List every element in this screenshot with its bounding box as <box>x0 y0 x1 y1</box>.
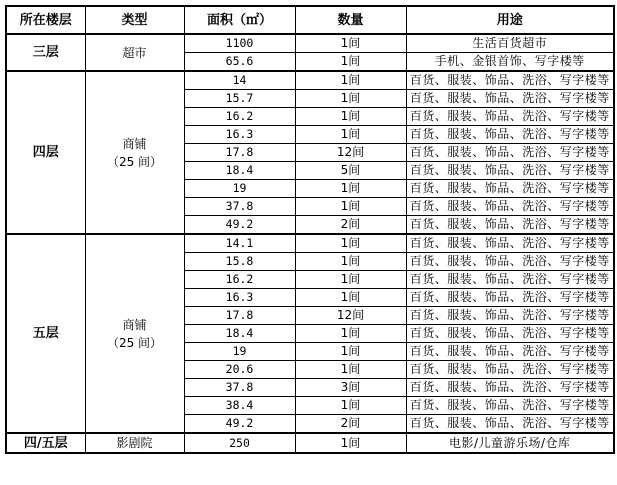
usage-cell: 百货、服装、饰品、洗浴、写字楼等 <box>406 216 614 235</box>
floor-cell: 四层 <box>6 71 85 234</box>
type-label-line: 超市 <box>122 45 147 60</box>
header-quantity: 数量 <box>295 6 406 34</box>
area-cell: 16.3 <box>184 289 295 307</box>
quantity-cell: 1间 <box>295 53 406 72</box>
area-cell: 19 <box>184 180 295 198</box>
area-cell: 65.6 <box>184 53 295 72</box>
quantity-cell: 1间 <box>295 343 406 361</box>
usage-cell: 百货、服装、饰品、洗浴、写字楼等 <box>406 253 614 271</box>
floor-space-table <box>5 5 615 454</box>
usage-cell: 百货、服装、饰品、洗浴、写字楼等 <box>406 343 614 361</box>
usage-cell: 百货、服装、饰品、洗浴、写字楼等 <box>406 361 614 379</box>
type-label-line: 商铺 <box>122 317 147 332</box>
usage-cell: 百货、服装、饰品、洗浴、写字楼等 <box>406 108 614 126</box>
floor-cell: 三层 <box>6 34 85 71</box>
header-usage: 用途 <box>406 6 614 34</box>
usage-cell: 百货、服装、饰品、洗浴、写字楼等 <box>406 415 614 434</box>
quantity-cell: 3间 <box>295 379 406 397</box>
quantity-cell: 1间 <box>295 433 406 453</box>
quantity-cell: 1间 <box>295 234 406 253</box>
table-row <box>6 234 614 253</box>
type-cell <box>85 71 184 234</box>
type-cell <box>85 433 184 453</box>
quantity-cell: 1间 <box>295 34 406 53</box>
quantity-cell: 1间 <box>295 108 406 126</box>
usage-cell: 百货、服装、饰品、洗浴、写字楼等 <box>406 271 614 289</box>
usage-cell: 百货、服装、饰品、洗浴、写字楼等 <box>406 289 614 307</box>
area-cell: 15.7 <box>184 90 295 108</box>
quantity-cell: 1间 <box>295 397 406 415</box>
table-row <box>6 433 614 453</box>
usage-cell: 百货、服装、饰品、洗浴、写字楼等 <box>406 234 614 253</box>
header-area: 面积（㎡） <box>184 6 295 34</box>
area-cell: 49.2 <box>184 216 295 235</box>
area-cell: 1100 <box>184 34 295 53</box>
table-body <box>6 34 614 453</box>
quantity-cell: 1间 <box>295 271 406 289</box>
area-cell: 15.8 <box>184 253 295 271</box>
quantity-cell: 1间 <box>295 180 406 198</box>
area-cell: 16.3 <box>184 126 295 144</box>
quantity-cell: 1间 <box>295 253 406 271</box>
quantity-cell: 1间 <box>295 90 406 108</box>
header-floor: 所在楼层 <box>6 6 85 34</box>
floor-cell: 四/五层 <box>6 433 85 453</box>
floor-space-table-container <box>5 5 613 481</box>
area-cell: 17.8 <box>184 307 295 325</box>
type-cell <box>85 34 184 71</box>
type-label-line: 影剧院 <box>116 436 153 450</box>
quantity-cell: 12间 <box>295 307 406 325</box>
area-cell: 37.8 <box>184 379 295 397</box>
quantity-cell: 5间 <box>295 162 406 180</box>
header-type: 类型 <box>85 6 184 34</box>
quantity-cell: 1间 <box>295 198 406 216</box>
quantity-cell: 2间 <box>295 216 406 235</box>
area-cell: 38.4 <box>184 397 295 415</box>
area-cell: 14 <box>184 71 295 90</box>
quantity-cell: 12间 <box>295 144 406 162</box>
usage-cell: 百货、服装、饰品、洗浴、写字楼等 <box>406 180 614 198</box>
usage-cell: 百货、服装、饰品、洗浴、写字楼等 <box>406 90 614 108</box>
area-cell: 16.2 <box>184 271 295 289</box>
usage-cell: 百货、服装、饰品、洗浴、写字楼等 <box>406 325 614 343</box>
area-cell: 18.4 <box>184 325 295 343</box>
quantity-cell: 1间 <box>295 71 406 90</box>
quantity-cell: 1间 <box>295 325 406 343</box>
quantity-cell: 1间 <box>295 361 406 379</box>
table-row <box>6 34 614 53</box>
usage-cell: 百货、服装、饰品、洗浴、写字楼等 <box>406 126 614 144</box>
usage-cell: 百货、服装、饰品、洗浴、写字楼等 <box>406 198 614 216</box>
area-cell: 16.2 <box>184 108 295 126</box>
usage-cell: 生活百货超市 <box>406 34 614 53</box>
table-row <box>6 71 614 90</box>
usage-cell: 百货、服装、饰品、洗浴、写字楼等 <box>406 144 614 162</box>
quantity-cell: 1间 <box>295 289 406 307</box>
usage-cell: 手机、金银首饰、写字楼等 <box>406 53 614 72</box>
type-label-line: （25 间） <box>106 335 163 350</box>
type-cell <box>85 234 184 433</box>
usage-cell: 电影/儿童游乐场/仓库 <box>406 433 614 453</box>
area-cell: 250 <box>184 433 295 453</box>
usage-cell: 百货、服装、饰品、洗浴、写字楼等 <box>406 379 614 397</box>
type-label-line: （25 间） <box>106 154 163 169</box>
type-label-line: 商铺 <box>122 136 147 151</box>
floor-cell: 五层 <box>6 234 85 433</box>
usage-cell: 百货、服装、饰品、洗浴、写字楼等 <box>406 71 614 90</box>
area-cell: 18.4 <box>184 162 295 180</box>
area-cell: 17.8 <box>184 144 295 162</box>
quantity-cell: 1间 <box>295 126 406 144</box>
quantity-cell: 2间 <box>295 415 406 434</box>
area-cell: 14.1 <box>184 234 295 253</box>
area-cell: 49.2 <box>184 415 295 434</box>
table-header-row <box>6 6 614 34</box>
usage-cell: 百货、服装、饰品、洗浴、写字楼等 <box>406 307 614 325</box>
usage-cell: 百货、服装、饰品、洗浴、写字楼等 <box>406 397 614 415</box>
area-cell: 37.8 <box>184 198 295 216</box>
area-cell: 19 <box>184 343 295 361</box>
usage-cell: 百货、服装、饰品、洗浴、写字楼等 <box>406 162 614 180</box>
area-cell: 20.6 <box>184 361 295 379</box>
